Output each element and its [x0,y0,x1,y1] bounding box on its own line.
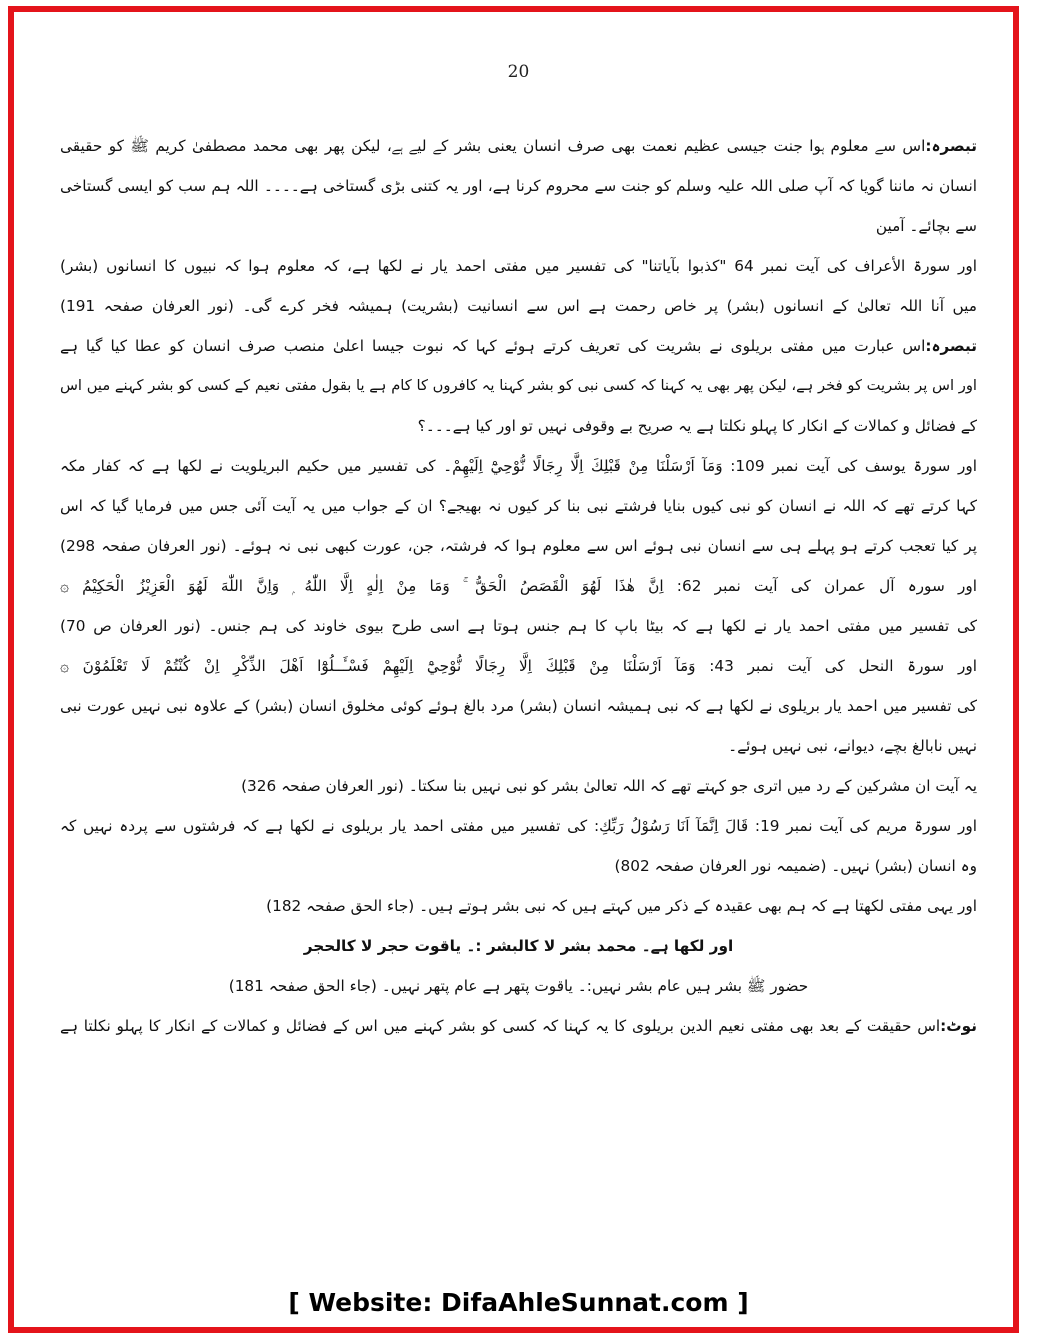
note-label: نوٹ: [940,1017,977,1035]
line-text: اور سورۃ الأعراف کی آیت نمبر 64 "کذبوا بآیاتنا" کی تفسیر میں مفتی احمد یار نے لکھا ہے، کہ معلوم ہوا کہ نبیوں کا انسانوں (بشر) [60,257,977,275]
line-text: اور سورۃ مریم کی آیت نمبر 19: قَالَ اِنَّمَآ اَنَا رَسُوْلُ رَبِّكِ: کی تفسیر میں مفتی احمد یار بریلوی نے لکھا ہے کہ فرشتوں سے پردہ نہیں کہ [60,817,977,835]
line-text: کی تفسیر میں مفتی احمد یار نے لکھا ہے کہ بیٹا باپ کا ہم جنس ہوتا ہے اسی طرح بیوی خاوند کی ہم جنس۔ (نور العرفان ص 70) [60,617,977,635]
line-text: پر کیا تعجب کرتے ہو پہلے ہی سے انسان نبی ہوئے اس سے معلوم ہوا کہ فرشتہ، جن، عورت کبھی نبی نہ ہوئے۔ (نور العرفان صفحہ 298) [60,537,977,555]
line-text: اس عبارت میں مفتی بریلوی نے بشریت کی تعریف کرتے ہوئے کہا کہ نبوت جیسا اعلیٰ منصب صرف انسان کو عطا کیا گیا ہے [60,337,926,355]
paragraph-line [60,326,977,366]
paragraph-line [60,126,977,166]
line-text: کے فضائل و کمالات کے انکار کا پہلو نکلتا ہے یہ صریح بے وقوفی نہیں تو اور کیا ہے۔۔۔؟ [417,417,977,435]
document-body [60,126,977,1186]
line-text: اس حقیقت کے بعد بھی مفتی نعیم الدین بریلوی کا یہ کہنا کہ کسی کو بشر کہنے میں اس کے فضائل و کمالات کے انکار کا پہلو نکلتا ہے [60,1017,941,1035]
paragraph-line [60,966,977,1006]
paragraph-line [60,606,977,646]
line-text: نہیں نابالغ بچے، دیوانے، نبی نہیں ہوئے۔ [728,737,977,755]
line-text: اور سورۃ النحل کی آیت نمبر 43: وَمَآ اَرْسَلْنَا مِنْ قَبْلِكَ اِلَّا رِجَالًا نُّوْحِيْٓ اِلَيْهِمْ فَسْـَٔــلُوْٓا اَهْلَ الذِّكْرِ اِنْ كُنْتُمْ لَا تَعْلَمُوْنَ ۞ [60,657,977,675]
paragraph-line [60,886,977,926]
paragraph-line [60,206,977,246]
paragraph-line [60,166,977,206]
line-text: سے بچائے۔ آمین [875,217,977,235]
line-text: یہ آیت ان مشرکین کے رد میں اتری جو کہتے تھے کہ اللہ تعالیٰ بشر کو نبی نہیں بنا سکتا۔ (نور العرفان صفحہ 326) [241,777,977,795]
paragraph-line [60,806,977,846]
line-text: اور لکھا ہے۔ محمد بشر لا کالبشر :۔ یاقوت حجر لا کالحجر [303,937,734,955]
paragraph-line [60,766,977,806]
commentary-label: تبصرہ: [925,137,977,155]
line-text: اور اس پر بشریت کو فخر ہے، لیکن پھر بھی یہ کہنا کہ کسی نبی کو بشر کہنا یہ کافروں کا کام ہے یا بقول مفتی نعیم کے کسی کو بشر کہنے میں اس [60,377,977,394]
page-number: 20 [507,62,530,82]
commentary-label: تبصرہ: [925,337,977,355]
paragraph-line [60,446,977,486]
emphasized-quote [60,926,977,966]
line-text: اس سے معلوم ہوا جنت جیسی عظیم نعمت بھی صرف انسان یعنی بشر کے لیے ہے، لیکن پھر بھی محمد مصطفیٰ کریم ﷺ کو حقیقی [60,137,926,155]
paragraph-line [60,566,977,606]
paragraph-line [60,846,977,886]
line-text: اور یہی مفتی لکھتا ہے کہ ہم بھی عقیدہ کے ذکر میں کہتے ہیں کہ نبی بشر ہوتے ہیں۔ (جاء الحق صفحہ 182) [266,897,977,915]
paragraph-line [60,406,977,446]
line-text: کہا کرتے تھے کہ اللہ نے انسان کو نبی کیوں بنایا فرشتے نبی بنا کر کیوں نہ بھیجے؟ ان کے جواب میں یہ آیت آئی جس میں فرمایا گیا کہ اس [60,497,977,515]
paragraph-line [60,286,977,326]
line-text: اور سورۃ یوسف کی آیت نمبر 109: وَمَآ اَرْسَلْنَا مِنْ قَبْلِكَ اِلَّا رِجَالًا نُّوْحِيْٓ اِلَيْهِمْ۔ کی تفسیر میں حکیم البریلویت نے لکھا ہے کہ کفار مکہ [60,457,977,475]
line-text: وہ انسان (بشر) نہیں۔ (ضمیمہ نور العرفان صفحہ 802) [614,857,977,875]
paragraph-line [60,726,977,766]
line-text: میں آنا اللہ تعالیٰ کے انسانوں (بشر) پر خاص رحمت ہے اس سے انسانیت (بشریت) ہمیشہ فخر کرے گی۔ (نور العرفان صفحہ 191) [60,297,977,315]
line-text: انسان نہ ماننا گویا کہ آپ صلی اللہ علیہ وسلم کو جنت سے محروم کرنا ہے، اور یہ کتنی بڑی گستاخی ہے۔۔۔۔ اللہ ہم سب کو ایسی گستاخی [60,177,977,195]
paragraph-line [60,526,977,566]
paragraph-line [60,646,977,686]
website-footer: [ Website: DifaAhleSunnat.com ] [288,1288,749,1317]
line-text: اور سورہ آل عمران کی آیت نمبر 62: اِنَّ هٰذَا لَهُوَ الْقَصَصُ الْحَقُّ ۚ وَمَا مِنْ اِلٰهٍ اِلَّا اللّٰهُ ۭ وَاِنَّ اللّٰهَ لَهُوَ الْعَزِيْزُ الْحَكِيْمُ ۞ [60,577,977,595]
paragraph-line [60,1006,977,1046]
line-text: کی تفسیر میں احمد یار بریلوی نے لکھا ہے کہ نبی ہمیشہ انسان (بشر) مرد بالغ ہوئے کوئی مخلوق انسان (بشر) کے علاوہ نبی نہیں عورت نبی [60,697,977,715]
paragraph-line [60,246,977,286]
line-text: حضور ﷺ بشر ہیں عام بشر نہیں:۔ یاقوت پتھر ہے عام پتھر نہیں۔ (جاء الحق صفحہ 181) [228,977,809,995]
paragraph-line [60,486,977,526]
paragraph-line [60,686,977,726]
paragraph-line [60,366,977,406]
